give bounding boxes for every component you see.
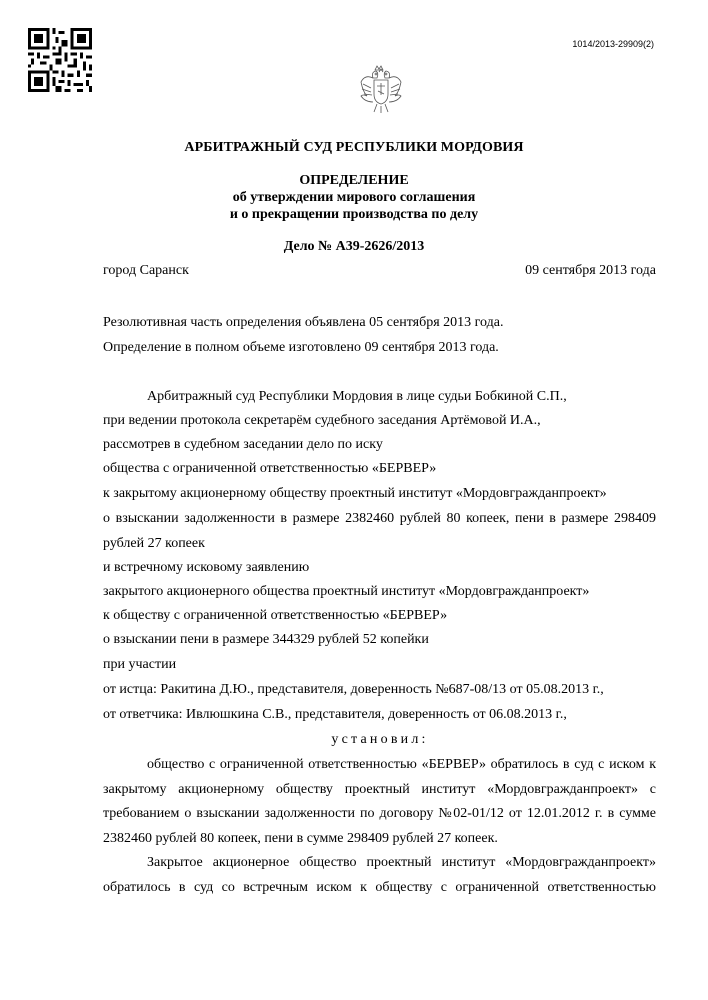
intro-line-2: при ведении протокола секретарём судебного заседания Артёмовой И.А., [103,413,541,428]
intro-line-13: от истца: Ракитина Д.Ю., представителя, доверенность №687-08/13 от 05.08.2013 г., [103,682,604,697]
announcement-line-2: Определение в полном объеме изготовлено 09 сентября 2013 года. [103,340,499,355]
document-id: 1014/2013-29909(2) [572,39,654,49]
body-line-6: обратилось в суд со встречным иском к обществу с ограниченной ответственностью [103,880,656,895]
intro-line-9: закрытого акционерного общества проектный институт «Мордовгражданпроект» [103,584,590,599]
russian-coat-of-arms-icon [359,64,403,116]
intro-line-1: Арбитражный суд Республики Мордовия в лице судьи Бобкиной С.П., [147,389,567,404]
body-line-2: закрытому акционерному обществу проектный институт «Мордовгражданпроект» с [103,782,656,797]
ruling-heading [0,172,708,223]
qr-code-icon [28,28,92,92]
court-name: АРБИТРАЖНЫЙ СУД РЕСПУБЛИКИ МОРДОВИЯ [184,140,524,155]
date: 09 сентября 2013 года [525,263,656,278]
intro-line-8: и встречному исковому заявлению [103,560,310,575]
ruling-subtitle-2: и о прекращении производства по делу [229,207,479,222]
intro-line-12: при участии [103,657,177,672]
ruling-title: ОПРЕДЕЛЕНИЕ [299,173,409,188]
intro-line-5: к закрытому акционерному обществу проектный институт «Мордовгражданпроект» [103,486,607,501]
intro-line-7: рублей 27 копеек [103,536,205,551]
intro-line-6: о взыскании задолженности в размере 2382460 рублей 80 копеек, пени в размере 298409 [103,511,656,526]
body-line-1: общество с ограниченной ответственностью «БЕРВЕР» обратилось в суд с иском к [147,757,656,772]
intro-line-4: общества с ограниченной ответственностью «БЕРВЕР» [103,461,437,476]
body-line-3: требованием о взыскании задолженности по договору №02-01/12 от 12.01.2012 г. в сумме [103,806,656,821]
ruling-subtitle-1: об утверждении мирового соглашения [232,190,476,205]
case-number: Дело № А39-2626/2013 [283,239,425,254]
place: город Саранск [103,263,189,278]
intro-line-14: от ответчика: Ивлюшкина С.В., представителя, доверенность от 06.08.2013 г., [103,707,567,722]
intro-line-11: о взыскании пени в размере 344329 рублей 52 копейки [103,632,429,647]
announcement-line-1: Резолютивная часть определения объявлена 05 сентября 2013 года. [103,315,504,330]
intro-line-10: к обществу с ограниченной ответственностью «БЕРВЕР» [103,608,448,623]
body-line-4: 2382460 рублей 80 копеек, пени в сумме 298409 рублей 27 копеек. [103,831,498,846]
body-line-5: Закрытое акционерное общество проектный институт «Мордовгражданпроект» [147,855,656,870]
intro-line-3: рассмотрев в судебном заседании дело по иску [103,437,383,452]
established-heading: установил: [331,732,429,747]
